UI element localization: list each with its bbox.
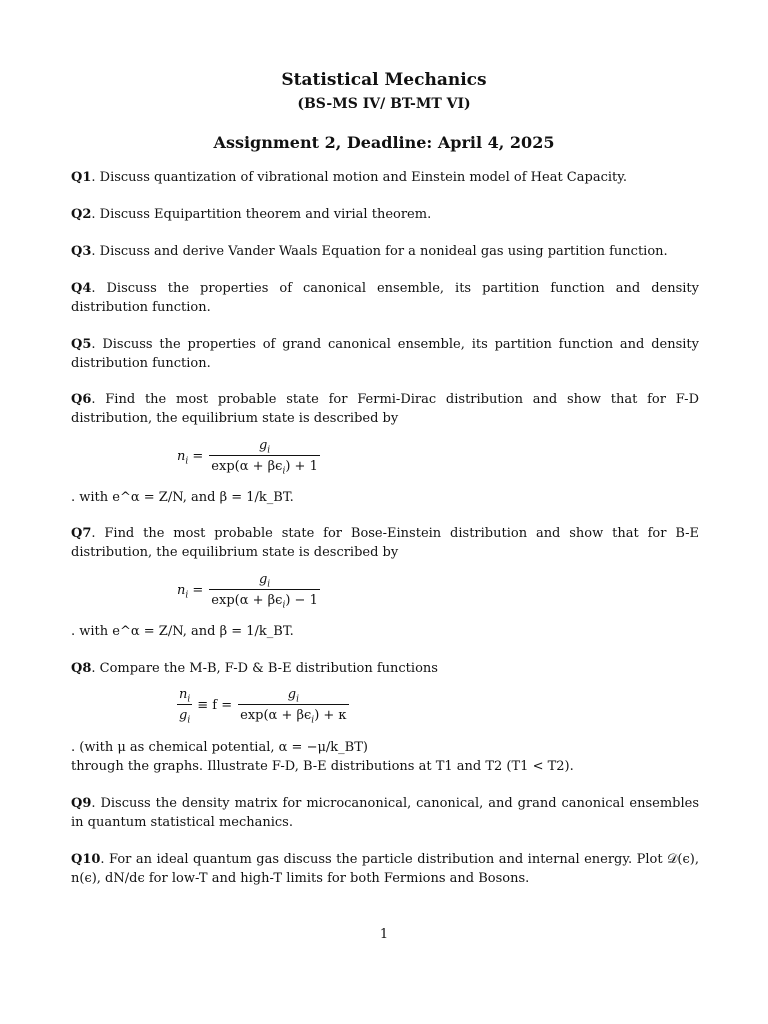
question-label: Q10	[71, 852, 101, 867]
condition-text: . (with μ as chemical potential, α = −μ/k_BT)	[71, 740, 368, 755]
condition-text-2: through the graphs. Illustrate F-D, B-E distributions at T1 and T2 (T1 < T2).	[71, 759, 574, 774]
question-7-condition	[71, 622, 699, 641]
question-6-condition	[71, 488, 699, 507]
condition-text: . with e^α = Z/N, and β = 1/k_BT.	[71, 624, 294, 639]
question-label: Q3	[71, 244, 92, 259]
condition-text: . with e^α = Z/N, and β = 1/k_BT.	[71, 490, 294, 505]
question-text: . Compare the M-B, F-D & B-E distribution functions	[91, 661, 438, 676]
question-1	[71, 168, 699, 187]
question-text: . Discuss the properties of canonical ensemble, its partition function and density distribution function.	[71, 281, 699, 315]
question-3	[71, 242, 699, 261]
assignment-heading: Assignment 2, Deadline: April 4, 2025	[213, 133, 555, 152]
question-label: Q6	[71, 392, 92, 407]
question-label: Q2	[71, 207, 92, 222]
distribution-comparison-equation: $\frac{n_i}{g_i}$ ≡ f = $\frac{g_i}{\exp(\alpha + \beta\epsilon_i) + \kappa}$	[179, 687, 347, 726]
question-5	[71, 335, 699, 373]
question-10	[71, 850, 699, 888]
question-4	[71, 279, 699, 317]
question-label: Q4	[71, 281, 92, 296]
question-9	[71, 794, 699, 832]
question-label: Q5	[71, 337, 92, 352]
question-label: Q8	[71, 661, 92, 676]
question-6	[71, 390, 699, 428]
ni-over-gi-fraction: $\frac{n_i}{g_i}$	[179, 687, 191, 726]
fermi-dirac-equation: $n_i$ = $\frac{g_i}{\exp(\alpha + \beta\epsilon_i) + 1}$	[177, 438, 318, 477]
question-text: . Find the most probable state for Bose-Einstein distribution and show that for B-E distribution, the equilibrium state is described by	[71, 526, 699, 560]
question-label: Q7	[71, 526, 92, 541]
question-label: Q1	[71, 170, 92, 185]
equation-fraction: $\frac{g_i}{\exp(\alpha + \beta\epsilon_i) + 1}$	[211, 438, 318, 477]
document-subtitle: (BS-MS IV/ BT-MT VI)	[297, 96, 471, 112]
question-text: . Discuss and derive Vander Waals Equation for a nonideal gas using partition function.	[91, 244, 668, 259]
question-text: . Discuss the density matrix for microcanonical, canonical, and grand canonical ensembles in quantum statistical mechanics.	[71, 796, 699, 830]
question-text: . Discuss the properties of grand canonical ensemble, its partition function and density distribution function.	[71, 337, 699, 371]
question-label: Q9	[71, 796, 92, 811]
equation-fraction: $\frac{g_i}{\exp(\alpha + \beta\epsilon_i) + \kappa}$	[240, 687, 347, 726]
question-text: . Discuss quantization of vibrational motion and Einstein model of Heat Capacity.	[91, 170, 627, 185]
question-2	[71, 205, 699, 224]
question-text: . Find the most probable state for Fermi-Dirac distribution and show that for F-D distribution, the equilibrium state is described by	[71, 392, 699, 426]
question-8	[71, 659, 699, 678]
question-7	[71, 524, 699, 562]
question-text: . For an ideal quantum gas discuss the particle distribution and internal energy. Plot 𝒟(ϵ), n(ϵ), dN/dϵ for low-T and high-T limits for both Fermions and Bosons.	[71, 852, 699, 886]
question-text: . Discuss Equipartition theorem and virial theorem.	[91, 207, 432, 222]
equation-fraction: $\frac{g_i}{\exp(\alpha + \beta\epsilon_i) - 1}$	[211, 572, 318, 611]
page-number: 1	[379, 927, 389, 942]
document-title: Statistical Mechanics	[281, 70, 487, 90]
question-8-condition	[71, 738, 699, 776]
bose-einstein-equation: $n_i$ = $\frac{g_i}{\exp(\alpha + \beta\epsilon_i) - 1}$	[177, 572, 318, 611]
